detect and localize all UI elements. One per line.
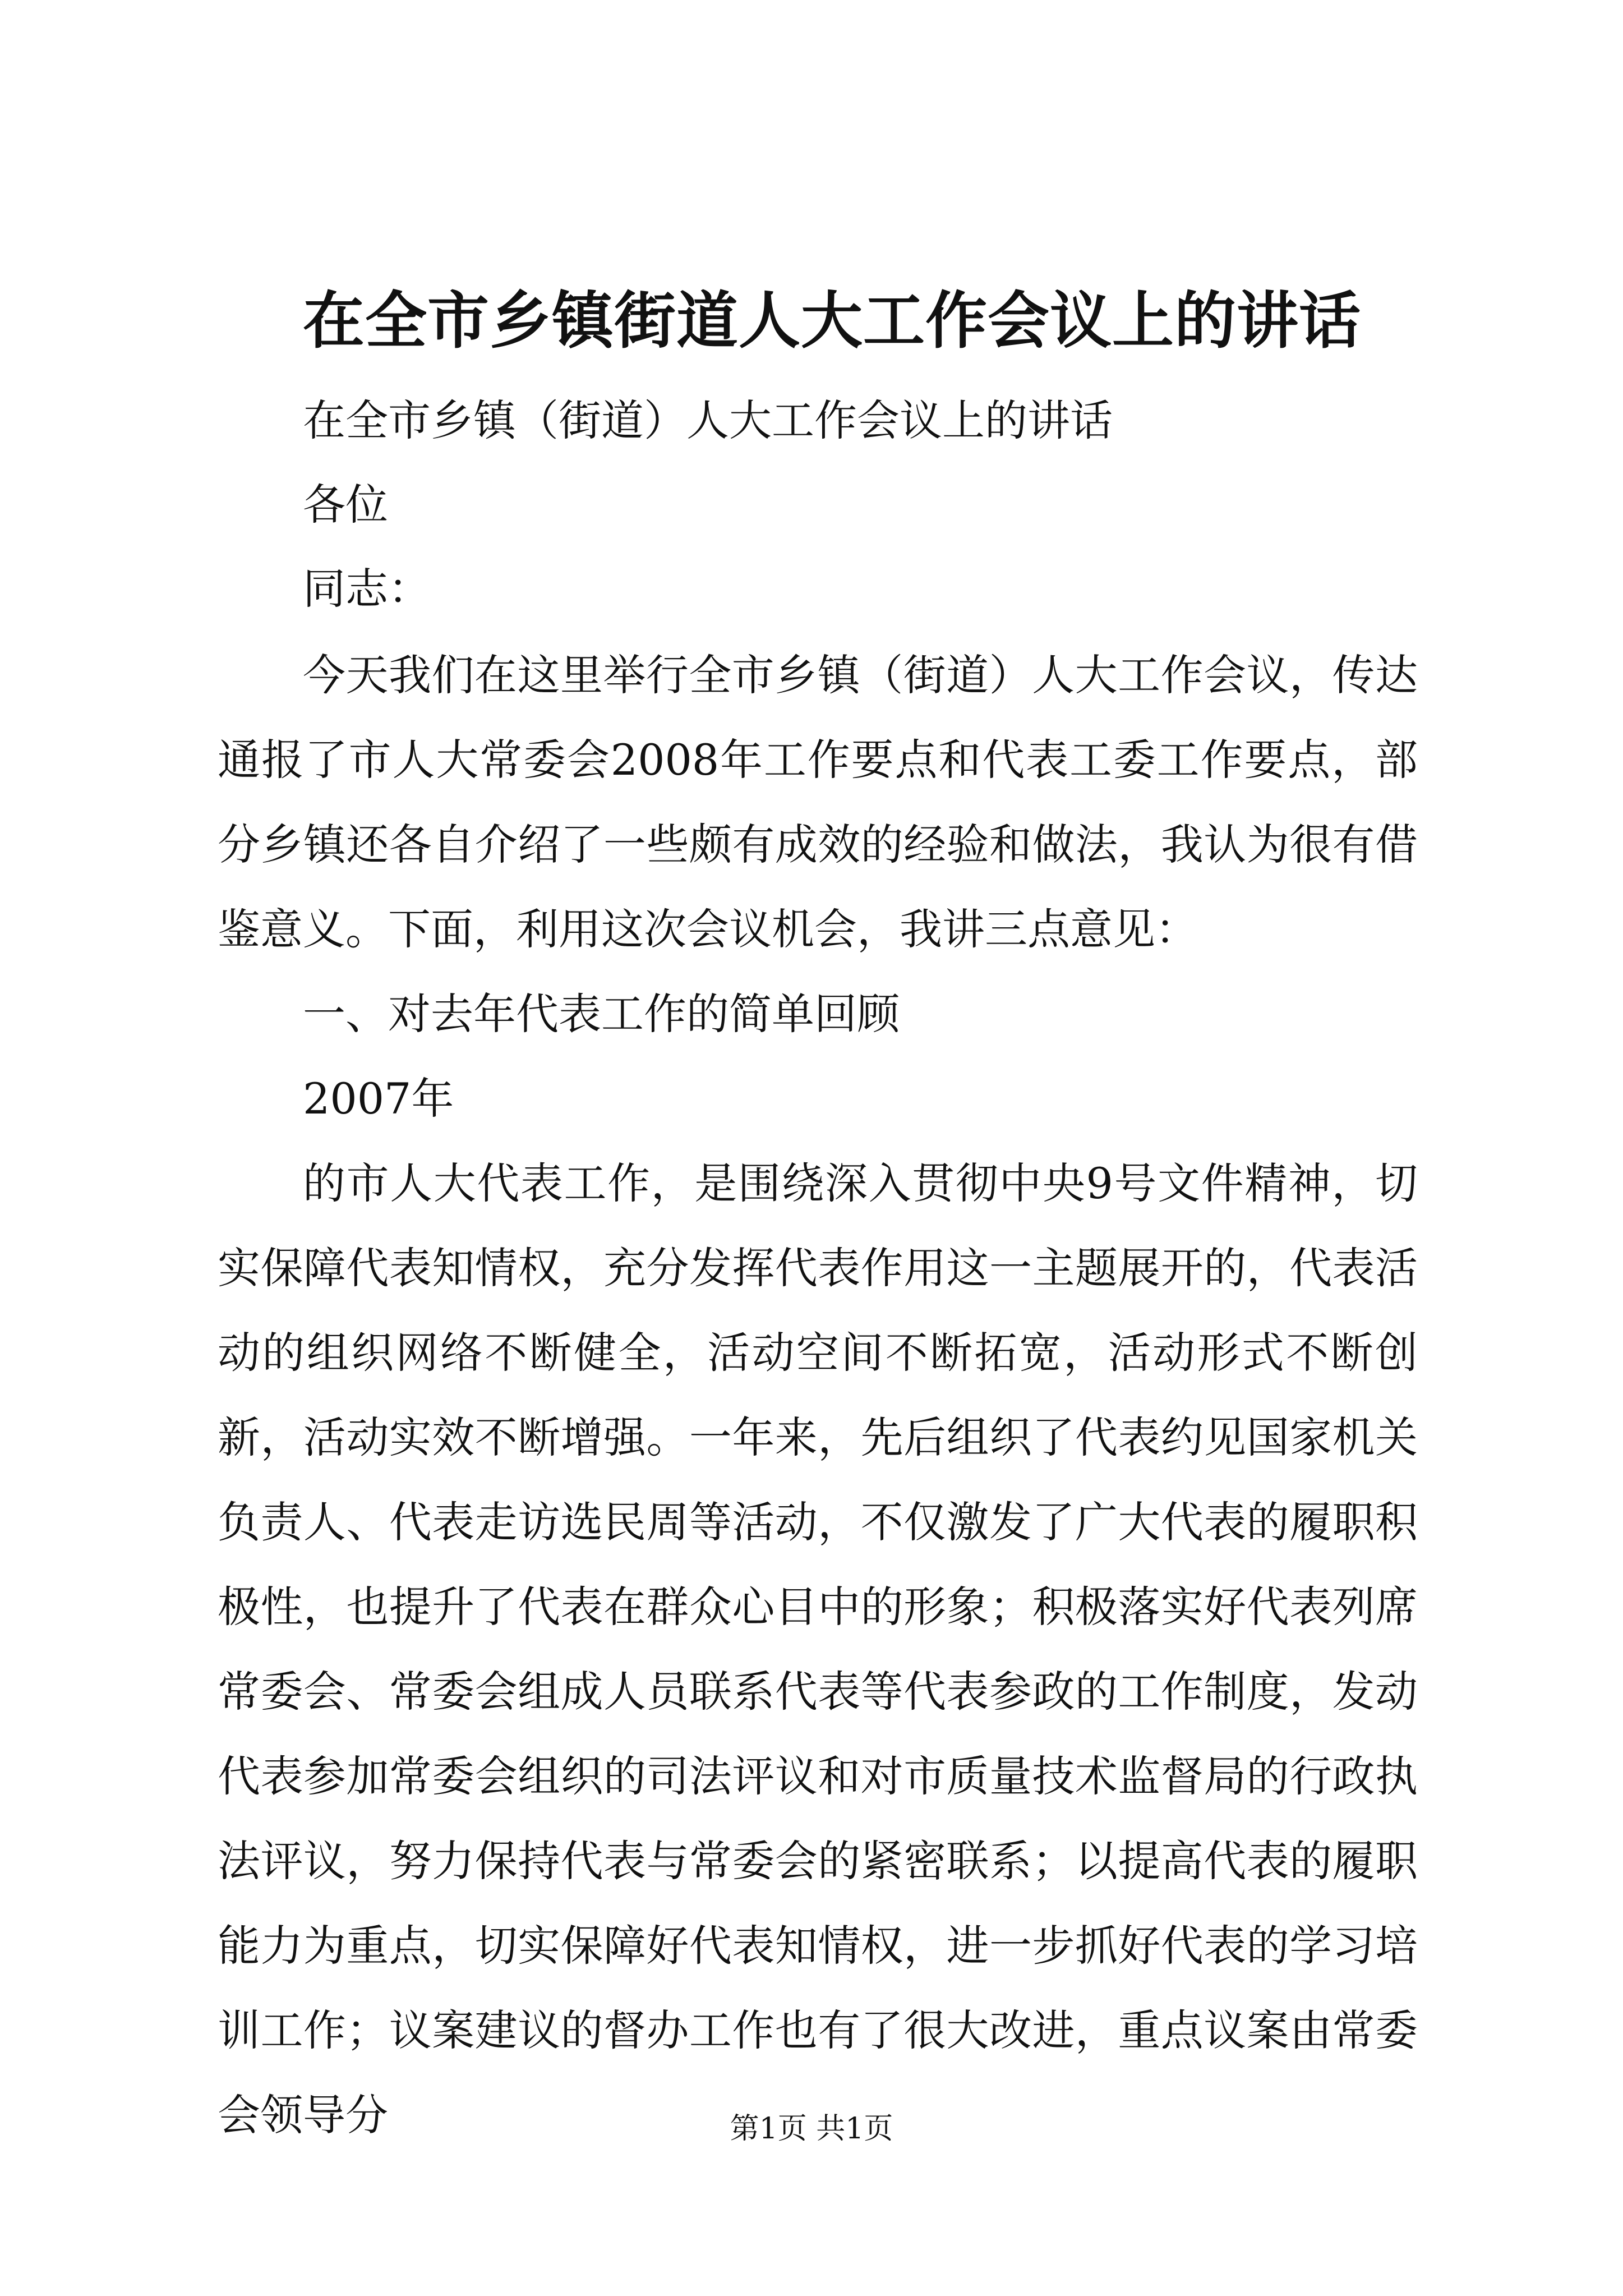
document-body bbox=[218, 633, 1418, 2157]
paragraph-opening: 今天我们在这里举行全市乡镇（街道）人大工作会议，传达通报了市人大常委会2008年工作要点和代表工委工作要点，部分乡镇还各自介绍了一些颇有成效的经验和做法，我认为很有借鉴意义。下面，利用这次会议机会，我讲三点意见： bbox=[218, 650, 1418, 954]
paragraph-year: 2007年 bbox=[303, 1074, 454, 1124]
salutation-line-2: 同志： bbox=[303, 564, 431, 614]
document-title: 在全市乡镇街道人大工作会议上的讲话 bbox=[303, 284, 1361, 357]
section-heading-1: 一、对去年代表工作的简单回顾 bbox=[303, 989, 900, 1039]
document-subtitle: 在全市乡镇（街道）人大工作会议上的讲话 bbox=[303, 395, 1113, 445]
salutation-line-1: 各位 bbox=[303, 480, 388, 530]
paragraph-review: 的市人大代表工作，是围绕深入贯彻中央9号文件精神，切实保障代表知情权，充分发挥代表作用这一主题展开的，代表活动的组织网络不断健全，活动空间不断拓宽，活动形式不断创新，活动实效不断增强。一年来，先后组织了代表约见国家机关负责人、代表走访选民周等活动，不仅激发了广大代表的履职积极性，也提升了代表在群众心目中的形象；积极落实好代表列席常委会、常委会组成人员联系代表等代表参政的工作制度，发动代表参加常委会组织的司法评议和对市质量技术监督局的行政执法评议，努力保持代表与常委会的紧密联系；以提高代表的履职能力为重点，切实保障好代表知情权，进一步抓好代表的学习培训工作；议案建议的督办工作也有了很大改进，重点议案由常委会领导分 bbox=[218, 1158, 1418, 2140]
page-footer: 第1页 共1页 bbox=[730, 2112, 893, 2146]
